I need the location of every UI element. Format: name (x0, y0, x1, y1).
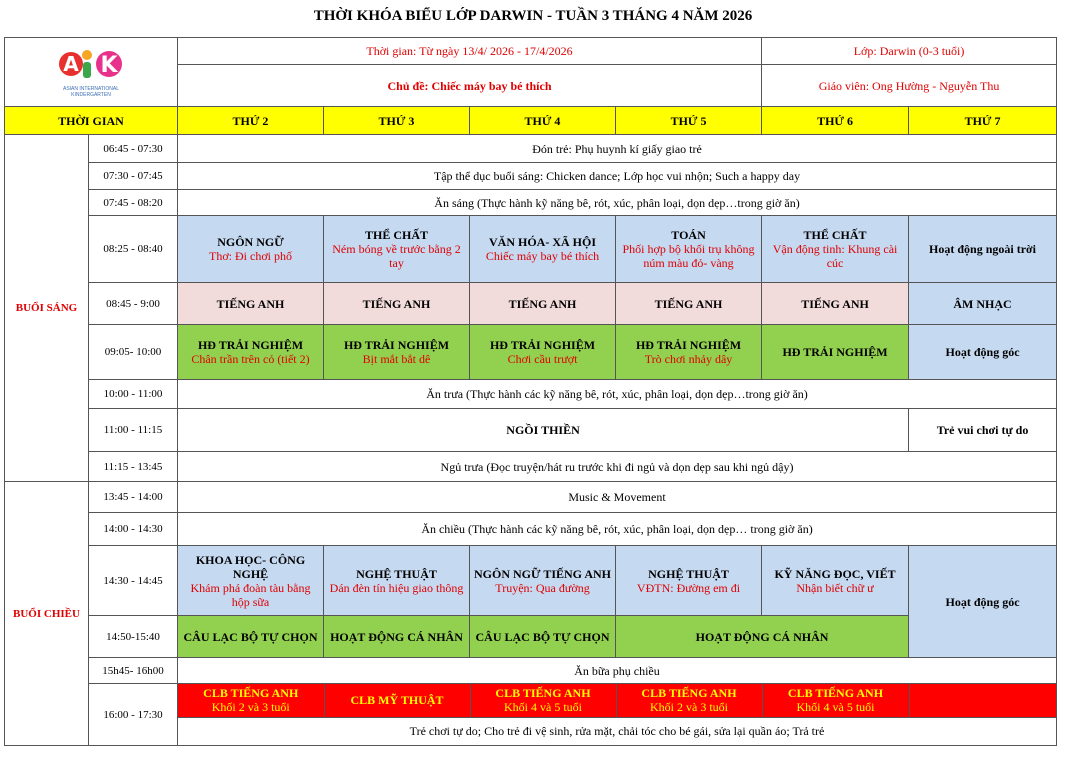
activity-cell: Ăn sáng (Thực hành kỹ năng bê, rót, xúc, phân loại, dọn dẹp…trong giờ ăn) (178, 190, 1057, 216)
time-slot: 16:00 - 17:30 (89, 684, 178, 746)
activity-detail: Ném bóng về trước bằng 2 tay (332, 242, 461, 270)
activity-title: THỂ CHẤT (364, 228, 428, 242)
activity-detail: Chơi cầu trượt (507, 352, 578, 366)
table-row (5, 409, 1057, 452)
activity-cell (470, 325, 616, 380)
activity-cell (324, 216, 470, 283)
time-slot: 13:45 - 14:00 (89, 482, 178, 513)
time-slot: 11:00 - 11:15 (89, 409, 178, 452)
time-slot: 14:30 - 14:45 (89, 546, 178, 616)
activity-cell: Hoạt động góc (909, 325, 1057, 380)
activity-cell (324, 325, 470, 380)
activity-cell: Hoạt động ngoài trời (909, 216, 1057, 283)
teacher-names: Giáo viên: Ong Hường - Nguyễn Thu (762, 65, 1057, 107)
activity-cell: TIẾNG ANH (762, 283, 909, 325)
activity-title: KHOA HỌC- CÔNG NGHỆ (195, 552, 306, 581)
activity-cell: Ăn trưa (Thực hành các kỹ năng bê, rót, xúc, phân loại, dọn dẹp…trong giờ ăn) (178, 380, 1057, 409)
table-row (5, 216, 1057, 283)
school-logo (8, 46, 174, 98)
page-title: THỜI KHÓA BIỂU LỚP DARWIN - TUẦN 3 THÁNG 4 NĂM 2026 (313, 8, 753, 24)
logo-subtitle-2: KINDERGARTEN (71, 92, 111, 98)
time-slot: 06:45 - 07:30 (89, 135, 178, 163)
time-slot: 07:45 - 08:20 (89, 190, 178, 216)
activity-cell: TIẾNG ANH (616, 283, 762, 325)
class-name: Lớp: Darwin (0-3 tuổi) (762, 38, 1057, 65)
timetable (4, 37, 1057, 746)
week-theme: Chủ đề: Chiếc máy bay bé thích (178, 65, 762, 107)
activity-cell: TIẾNG ANH (178, 283, 324, 325)
club-title: CLB TIẾNG ANH (203, 686, 299, 701)
table-row (5, 513, 1057, 546)
activity-title: NGHỆ THUẬT (356, 566, 437, 581)
club-title: CLB TIẾNG ANH (787, 686, 884, 701)
activity-cell: Đón trẻ: Phụ huynh kí giấy giao trẻ (178, 135, 1057, 163)
activity-cell: NGỒI THIỀN (178, 409, 909, 452)
activity-detail: Chiếc máy bay bé thích (485, 249, 600, 263)
club-detail: Khối 2 và 3 tuổi (211, 700, 290, 715)
time-slot: 14:00 - 14:30 (89, 513, 178, 546)
activity-cell (178, 325, 324, 380)
header-day: THỨ 7 (909, 107, 1057, 135)
club-cell: CLB MỸ THUẬT (324, 684, 470, 717)
club-cell (762, 684, 909, 717)
activity-title: HĐ TRẢI NGHIỆM (489, 338, 596, 352)
activity-detail: VĐTN: Đường em đi (636, 580, 741, 595)
svg-text:A: A (63, 52, 79, 76)
activity-cell (178, 546, 324, 616)
club-cell (616, 684, 762, 717)
activity-cell (470, 546, 616, 616)
club-detail: Khối 2 và 3 tuổi (650, 700, 728, 715)
activity-cell (178, 216, 324, 283)
club-table (178, 684, 1056, 745)
table-row (5, 452, 1057, 482)
activity-cell: Tập thể dục buổi sáng: Chicken dance; Lớp học vui nhộn; Such a happy day (178, 163, 1057, 190)
header-day: THỨ 4 (470, 107, 616, 135)
svg-text:K: K (100, 53, 118, 78)
activity-title: HĐ TRẢI NGHIỆM (635, 338, 742, 352)
activity-cell: HOẠT ĐỘNG CÁ NHÂN (324, 616, 470, 658)
activity-cell: Trẻ chơi tự do; Cho trẻ đi vệ sinh, rửa mặt, chải tóc cho bé gái, sửa lại quần áo; Trả trẻ (409, 724, 825, 739)
week-time: Thời gian: Từ ngày 13/4/ 2026 - 17/4/2026 (178, 38, 762, 65)
time-slot: 15h45- 16h00 (89, 658, 178, 684)
time-slot: 09:05- 10:00 (89, 325, 178, 380)
table-row (5, 546, 1057, 616)
activity-title: HĐ TRẢI NGHIỆM (197, 338, 304, 352)
aik-logo-icon (51, 46, 131, 86)
activity-detail: Thơ: Đi chơi phố (208, 249, 292, 263)
activity-title: VĂN HÓA- XÃ HỘI (489, 235, 596, 249)
header-day: THỨ 3 (324, 107, 470, 135)
header-time: THỜI GIAN (5, 107, 178, 135)
table-row (5, 616, 1057, 658)
time-slot: 08:45 - 9:00 (89, 283, 178, 325)
activity-title: NGHỆ THUẬT (648, 566, 729, 581)
activity-detail: Chân trần trên cỏ (tiết 2) (191, 352, 310, 366)
activity-detail: Bịt mắt bắt dê (362, 352, 431, 366)
table-row (5, 283, 1057, 325)
header-day: THỨ 2 (178, 107, 324, 135)
club-cell-empty (909, 684, 1056, 717)
logo-subtitle: ASIAN INTERNATIONAL (62, 86, 120, 92)
activity-cell: Music & Movement (178, 482, 1057, 513)
logo-cell (5, 38, 178, 107)
club-detail: Khối 4 và 5 tuổi (796, 700, 875, 715)
club-title: CLB TIẾNG ANH (495, 686, 591, 701)
session-afternoon: BUỔI CHIỀU (5, 482, 89, 746)
header-day: THỨ 6 (762, 107, 909, 135)
activity-cell: CÂU LẠC BỘ TỰ CHỌN (470, 616, 616, 658)
activity-detail: Vận động tinh: Khung cài cúc (772, 242, 898, 270)
activity-cell: Ăn chiều (Thực hành các kỹ năng bê, rót, xúc, phân loại, dọn dẹp… trong giờ ăn) (178, 513, 1057, 546)
activity-title: THỂ CHẤT (803, 228, 867, 242)
table-row (5, 135, 1057, 163)
activity-title: TOÁN (671, 228, 706, 242)
time-slot: 10:00 - 11:00 (89, 380, 178, 409)
time-slot: 14:50-15:40 (89, 616, 178, 658)
activity-cell (324, 546, 470, 616)
activity-cell (762, 216, 909, 283)
club-cell (470, 684, 616, 717)
activity-detail: Nhận biết chữ ư (796, 580, 874, 595)
activity-cell: Hoạt động góc (909, 546, 1057, 658)
table-row (5, 684, 1057, 746)
activity-cell (616, 216, 762, 283)
table-row (5, 658, 1057, 684)
club-title: CLB TIẾNG ANH (641, 686, 737, 701)
activity-detail: Truyện: Qua đường (495, 580, 590, 595)
activity-detail: Phối hợp bộ khối trụ không núm màu đỏ- vàng (622, 242, 755, 270)
activity-cell: Ngủ trưa (Đọc truyện/hát ru trước khi đi ngủ và dọn dẹp sau khi ngủ dậy) (178, 452, 1057, 482)
table-row (5, 482, 1057, 513)
activity-title: NGÔN NGỮ TIẾNG ANH (473, 566, 611, 581)
activity-cell (762, 546, 909, 616)
activity-detail: Trò chơi nhảy dây (644, 352, 733, 366)
activity-cell: TIẾNG ANH (324, 283, 470, 325)
activity-cell (470, 216, 616, 283)
time-slot: 07:30 - 07:45 (89, 163, 178, 190)
activity-cell: Ăn bữa phụ chiều (178, 658, 1057, 684)
activity-title: NGÔN NGỮ (217, 235, 284, 249)
activity-cell (616, 325, 762, 380)
table-row (5, 325, 1057, 380)
header-row (5, 107, 1057, 135)
activity-cell: TIẾNG ANH (470, 283, 616, 325)
header-day: THỨ 5 (616, 107, 762, 135)
activity-cell: CÂU LẠC BỘ TỰ CHỌN (178, 616, 324, 658)
activity-cell: Trẻ vui chơi tự do (909, 409, 1057, 452)
table-row (5, 163, 1057, 190)
club-block (178, 684, 1057, 746)
table-row (5, 380, 1057, 409)
activity-cell (616, 546, 762, 616)
club-cell (178, 684, 324, 717)
activity-detail: Khám phá đoàn tàu bằng hộp sữa (190, 580, 311, 609)
club-detail: Khối 4 và 5 tuổi (504, 700, 582, 715)
time-slot: 08:25 - 08:40 (89, 216, 178, 283)
time-slot: 11:15 - 13:45 (89, 452, 178, 482)
activity-detail: Dán đèn tín hiệu giao thông (329, 580, 464, 595)
activity-title: HĐ TRẢI NGHIỆM (343, 338, 450, 352)
table-row (5, 190, 1057, 216)
activity-cell: HOẠT ĐỘNG CÁ NHÂN (616, 616, 909, 658)
activity-cell: ÂM NHẠC (909, 283, 1057, 325)
session-morning: BUỔI SÁNG (5, 135, 89, 482)
activity-cell: HĐ TRẢI NGHIỆM (762, 325, 909, 380)
activity-title: KỸ NĂNG ĐỌC, VIẾT (774, 566, 896, 581)
